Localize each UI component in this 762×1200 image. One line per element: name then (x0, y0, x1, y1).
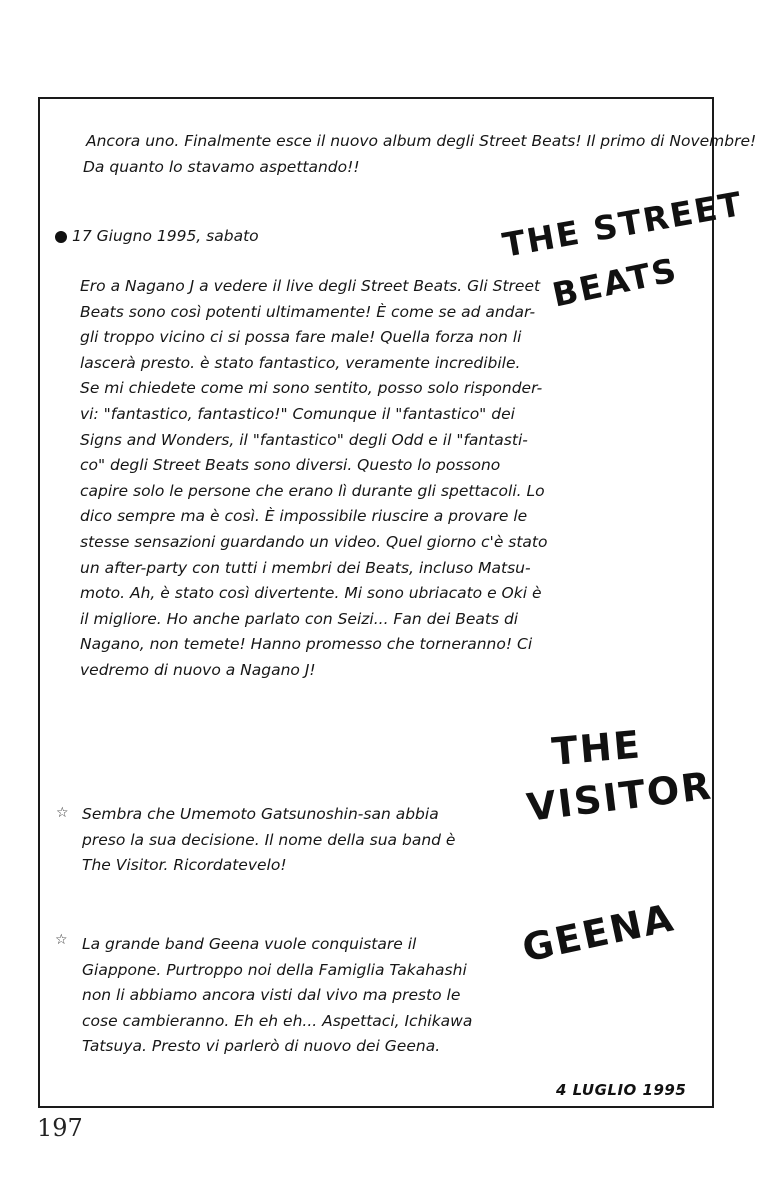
geena-note (82, 932, 472, 1060)
entry-line: Nagano, non temete! Hanno promesso che torneranno! Ci (80, 635, 533, 654)
intro-text (83, 129, 757, 180)
entry-line: Beats sono così potenti ultimamente! È come se ad andar- (80, 302, 536, 321)
entry-line: Signs and Wonders, il "fantastico" degli Odd e il "fantasti- (80, 430, 528, 449)
visitor-line: preso la sua decisione. Il nome della sua band è (82, 830, 456, 849)
entry-line: capire solo le persone che erano lì durante gli spettacoli. Lo (80, 481, 545, 500)
entry-line: lascerà presto. è stato fantastico, veramente incredibile. (80, 353, 521, 372)
handwritten-street-beats-line2: BEATS (548, 250, 682, 315)
handwritten-geena: GEENA (518, 895, 679, 971)
entry-line: dico sempre ma è così. È impossibile riuscire a provare le (80, 507, 528, 526)
geena-line: non li abbiamo ancora visti dal vivo ma presto le (82, 986, 461, 1005)
visitor-note (82, 802, 455, 879)
star-icon: ☆ (55, 932, 68, 948)
entry-line: il migliore. Ho anche parlato con Seizi... Fan dei Beats di (80, 609, 519, 628)
entry-line: stesse sensazioni guardando un video. Quel giorno c'è stato (80, 532, 548, 551)
page-number: 197 (37, 1114, 83, 1142)
geena-line: Giappone. Purtroppo noi della Famiglia Takahashi (82, 960, 467, 979)
entry-line: vedremo di nuovo a Nagano J! (80, 660, 316, 679)
bullet-icon (55, 231, 67, 243)
visitor-line: The Visitor. Ricordatevelo! (82, 856, 287, 875)
entry-line: Se mi chiedete come mi sono sentito, posso solo risponder- (80, 379, 543, 398)
handwritten-street-beats-line1: THE STREET (499, 184, 747, 265)
entry-body (80, 274, 548, 684)
intro-line: Da quanto lo stavamo aspettando!! (83, 157, 360, 176)
handwritten-the: THE (550, 722, 644, 774)
visitor-line: Sembra che Umemoto Gatsunoshin-san abbia (82, 805, 439, 823)
entry-line: co" degli Street Beats sono diversi. Questo lo possono (80, 456, 501, 475)
entry-line: un after-party con tutti i membri dei Beats, incluso Matsu- (80, 558, 531, 577)
entry-date: 17 Giugno 1995, sabato (72, 227, 259, 245)
geena-line: cose cambieranno. Eh eh eh... Aspettaci, Ichikawa (82, 1011, 473, 1030)
date-stamp: 4 LUGLIO 1995 (556, 1081, 687, 1099)
star-icon: ☆ (56, 805, 69, 821)
geena-line: La grande band Geena vuole conquistare il (82, 935, 417, 953)
geena-line: Tatsuya. Presto vi parlerò di nuovo dei Geena. (82, 1037, 441, 1056)
entry-line: vi: "fantastico, fantastico!" Comunque il "fantastico" dei (80, 404, 515, 423)
entry-line: gli troppo vicino ci si possa fare male! Quella forza non li (80, 328, 522, 347)
entry-line: Ero a Nagano J a vedere il live degli Street Beats. Gli Street (80, 277, 541, 295)
entry-line: moto. Ah, è stato così divertente. Mi sono ubriacato e Oki è (80, 584, 542, 603)
intro-line: Ancora uno. Finalmente esce il nuovo album degli Street Beats! Il primo di Novembre! (86, 132, 757, 150)
handwritten-visitor: VISITOR (524, 763, 715, 830)
